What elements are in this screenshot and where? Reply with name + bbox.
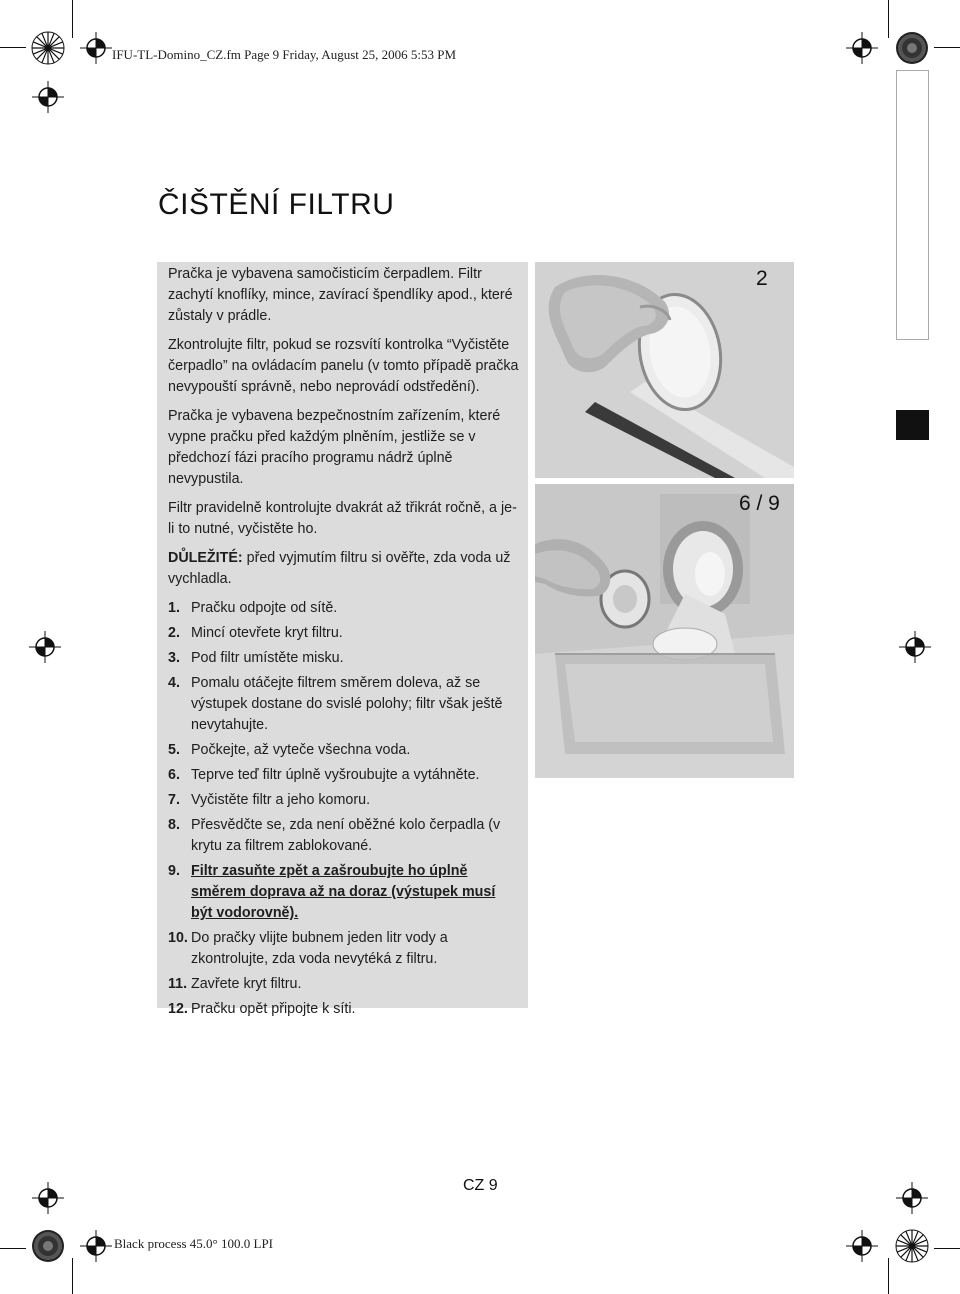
step-item	[168, 861, 520, 924]
step-text: Přesvědčte se, zda není oběžné kolo čerpadla (v krytu za filtrem zablokované.	[191, 817, 501, 854]
step-text: Počkejte, až vyteče všechna voda.	[191, 742, 411, 758]
step-item	[168, 740, 520, 761]
crop-line	[72, 0, 73, 38]
instructions-text	[168, 264, 520, 1024]
step-item	[168, 673, 520, 736]
calibration-bar-white	[896, 70, 929, 340]
calibration-bar-black	[896, 410, 929, 440]
registration-mark	[31, 1181, 65, 1215]
step-item	[168, 928, 520, 970]
registration-mark	[895, 1181, 929, 1215]
paragraph: Filtr pravidelně kontrolujte dvakrát až třikrát ročně, a je-li to nutné, vyčistěte ho.	[168, 500, 517, 537]
step-item	[168, 974, 520, 995]
step-text: Vyčistěte filtr a jeho komoru.	[191, 792, 371, 808]
print-header: IFU-TL-Domino_CZ.fm Page 9 Friday, August 25, 2006 5:53 PM	[112, 47, 457, 62]
figure-open-cover	[535, 262, 794, 478]
important-note	[168, 548, 520, 590]
registration-mark	[28, 630, 62, 664]
step-number: 11.	[168, 976, 188, 992]
step-text: Pod filtr umístěte misku.	[191, 650, 344, 666]
step-text: Pračku odpojte od sítě.	[191, 600, 338, 616]
steps-list	[168, 598, 520, 1020]
step-text: Pomalu otáčejte filtrem směrem doleva, až se výstupek dostane do svislé polohy; filtr však ještě nevytahujte.	[191, 675, 503, 733]
step-number: 1.	[168, 600, 180, 616]
starburst-mark	[895, 1229, 929, 1263]
figure-label: 2	[756, 267, 768, 290]
paragraph: Pračka je vybavena samočisticím čerpadlem. Filtr zachytí knoflíky, mince, zavírací špendlíky apod., které zůstaly v prádle.	[168, 266, 513, 324]
step-item	[168, 648, 520, 669]
paragraph: Zkontrolujte filtr, pokud se rozsvítí kontrolka “Vyčistěte čerpadlo” na ovládacím panelu (v tomto případě pračka nevypouští správně, nebo neprovádí odstředění).	[168, 337, 519, 395]
step-item	[168, 790, 520, 811]
figure-label: 6 / 9	[739, 492, 780, 515]
page-title: ČIŠTĚNÍ FILTRU	[158, 188, 395, 221]
step-number: 3.	[168, 650, 180, 666]
important-label: DŮLEŽITÉ:	[168, 550, 243, 566]
step-text: Do pračky vlijte bubnem jeden litr vody a zkontrolujte, zda voda nevytéká z filtru.	[191, 930, 448, 967]
registration-mark	[845, 1229, 879, 1263]
starburst-mark	[31, 31, 65, 65]
registration-mark	[845, 31, 879, 65]
starburst-mark	[31, 1229, 65, 1263]
crop-line	[0, 47, 26, 48]
step-number: 6.	[168, 767, 180, 783]
figure-remove-filter	[535, 484, 794, 778]
registration-mark	[79, 31, 113, 65]
crop-line	[934, 47, 960, 48]
crop-line	[888, 0, 889, 38]
step-number: 2.	[168, 625, 180, 641]
paragraph: Pračka je vybavena bezpečnostním zařízením, které vypne pračku před každým plněním, jestliže se v předchozí fázi pracího programu nádrž úplně nevypustila.	[168, 408, 501, 487]
step-text: Filtr zasuňte zpět a zašroubujte ho úplně směrem doprava až na doraz (výstupek musí být vodorovně).	[191, 863, 496, 921]
crop-line	[0, 1248, 26, 1249]
crop-line	[888, 1258, 889, 1294]
crop-line	[72, 1258, 73, 1294]
step-number: 12.	[168, 1001, 188, 1017]
step-number: 4.	[168, 675, 180, 691]
step-text: Mincí otevřete kryt filtru.	[191, 625, 343, 641]
step-item	[168, 815, 520, 857]
page-number: CZ 9	[463, 1177, 498, 1194]
registration-mark	[31, 80, 65, 114]
step-item	[168, 623, 520, 644]
step-text: Teprve teď filtr úplně vyšroubujte a vytáhněte.	[191, 767, 480, 783]
crop-line	[934, 1248, 960, 1249]
step-item	[168, 999, 520, 1020]
step-number: 8.	[168, 817, 180, 833]
step-item	[168, 598, 520, 619]
step-text: Pračku opět připojte k síti.	[191, 1001, 356, 1017]
step-item	[168, 765, 520, 786]
step-number: 7.	[168, 792, 180, 808]
step-number: 10.	[168, 930, 188, 946]
registration-mark	[79, 1229, 113, 1263]
registration-mark	[898, 630, 932, 664]
important-text: před vyjmutím filtru si ověřte, zda voda už vychladla.	[168, 550, 511, 587]
step-text: Zavřete kryt filtru.	[191, 976, 302, 992]
calibration-bar	[896, 70, 929, 370]
starburst-mark	[895, 31, 929, 65]
step-number: 5.	[168, 742, 180, 758]
step-number: 9.	[168, 863, 180, 879]
print-footer: Black process 45.0° 100.0 LPI	[114, 1236, 274, 1251]
